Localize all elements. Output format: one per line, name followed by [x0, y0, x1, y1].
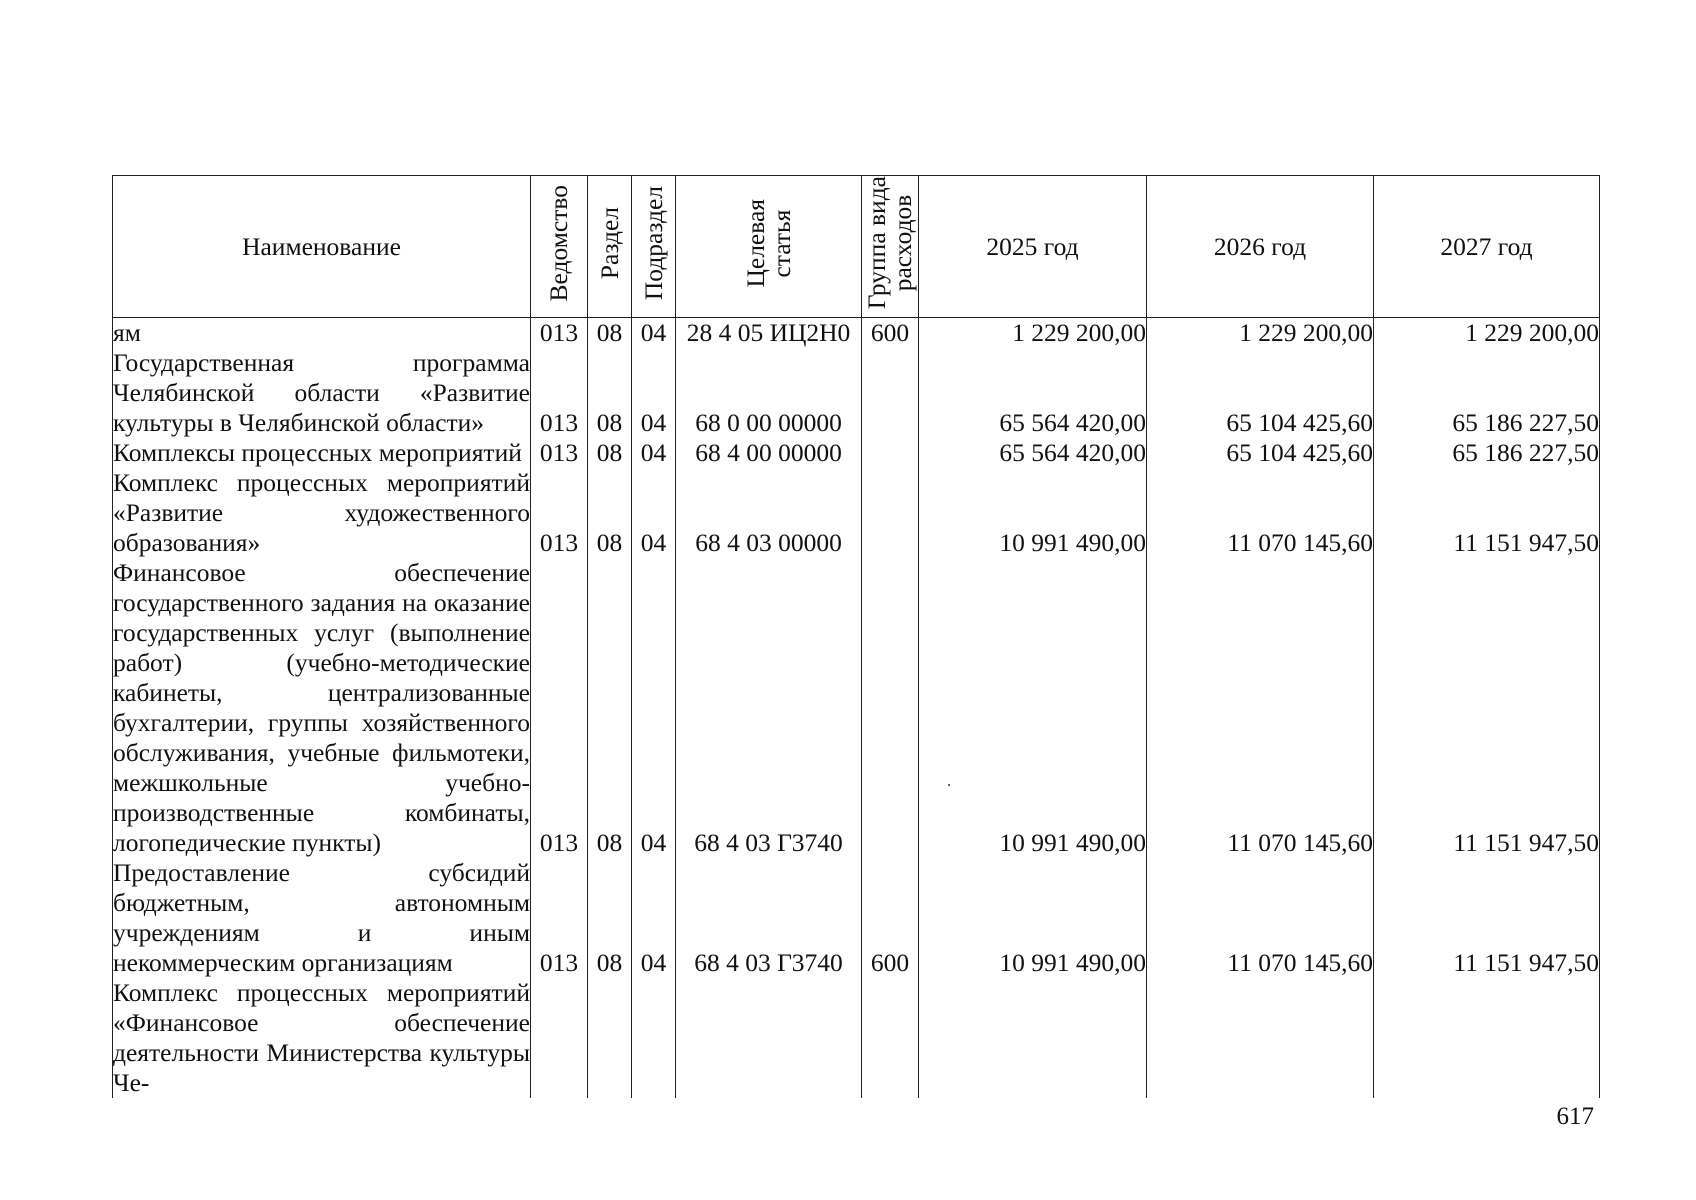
row-podrazdel: 04 — [632, 468, 676, 558]
row-2025: 1 229 200,00 — [919, 318, 1147, 349]
row-podrazdel: 04 — [632, 558, 676, 858]
header-gruppa-text — [864, 176, 916, 309]
row-vedomstvo — [531, 978, 588, 1098]
header-gruppa-line1: Группа вида — [862, 176, 891, 310]
header-razdel — [588, 176, 632, 318]
row-2027: 65 186 227,50 — [1374, 438, 1600, 468]
row-podrazdel: 04 — [632, 348, 676, 438]
table-header-row — [113, 176, 1600, 318]
header-name — [113, 176, 531, 318]
row-gruppa: 600 — [862, 318, 919, 349]
header-gruppa-line2: расходов — [888, 194, 917, 292]
row-celevaya-statya — [676, 978, 862, 1098]
row-gruppa: 600 — [862, 858, 919, 978]
header-vedomstvo — [531, 176, 588, 318]
table-row — [113, 978, 1600, 1098]
row-razdel: 08 — [588, 318, 632, 349]
row-celevaya-statya: 68 0 00 00000 — [676, 348, 862, 438]
header-celevaya-text — [740, 198, 796, 288]
row-razdel: 08 — [588, 858, 632, 978]
row-2026: 11 070 145,60 — [1147, 858, 1374, 978]
row-vedomstvo: 013 — [531, 318, 588, 349]
row-gruppa — [862, 558, 919, 858]
header-podrazdel-text: Подраздел — [638, 185, 668, 301]
page-number: 617 — [1556, 1103, 1594, 1130]
header-2026-text: 2026 год — [1213, 231, 1307, 261]
row-celevaya-statya: 68 4 03 00000 — [676, 468, 862, 558]
row-2026: 11 070 145,60 — [1147, 468, 1374, 558]
row-gruppa — [862, 438, 919, 468]
row-celevaya-statya: 68 4 03 Г3740 — [676, 558, 862, 858]
header-2025 — [919, 176, 1147, 318]
row-2027: 11 151 947,50 — [1374, 858, 1600, 978]
row-vedomstvo: 013 — [531, 468, 588, 558]
row-podrazdel: 04 — [632, 858, 676, 978]
row-name: Предоставление субсидий бюджетным, автономным учреждениям и иным некоммерческим организациям — [113, 858, 530, 977]
row-2025: 65 564 420,00 — [919, 438, 1147, 468]
row-2027: 11 151 947,50 — [1374, 558, 1600, 858]
row-2027 — [1374, 978, 1600, 1098]
row-podrazdel: 04 — [632, 438, 676, 468]
table-row — [113, 438, 1600, 468]
row-name: Комплекс процессных мероприятий «Финансовое обеспечение деятельности Министерства культуры Че- — [113, 978, 530, 1097]
row-2027: 11 151 947,50 — [1374, 468, 1600, 558]
row-name: ям — [113, 318, 531, 349]
row-name: Государственная программа Челябинской области «Развитие культуры в Челябинской области» — [113, 348, 530, 437]
header-celevaya-line2: статья — [766, 209, 796, 277]
row-razdel: 08 — [588, 468, 632, 558]
row-vedomstvo: 013 — [531, 348, 588, 438]
header-vedomstvo-text: Ведомство — [544, 184, 573, 302]
row-celevaya-statya: 28 4 05 ИЦ2Н0 — [676, 318, 862, 349]
header-razdel-text: Раздел — [594, 206, 624, 280]
row-celevaya-statya: 68 4 00 00000 — [676, 438, 862, 468]
row-2026: 65 104 425,60 — [1147, 348, 1374, 438]
row-vedomstvo: 013 — [531, 438, 588, 468]
table-row — [113, 318, 1600, 349]
table-row — [113, 348, 1600, 438]
row-2026: 11 070 145,60 — [1147, 558, 1374, 858]
header-2027-text: 2027 год — [1440, 231, 1533, 261]
row-vedomstvo: 013 — [531, 558, 588, 858]
table-row — [113, 858, 1600, 978]
row-2025: 65 564 420,00 — [919, 348, 1147, 438]
header-2026 — [1147, 176, 1374, 318]
header-celevaya-statya — [676, 176, 862, 318]
row-gruppa — [862, 348, 919, 438]
header-podrazdel — [632, 176, 676, 318]
row-podrazdel: 04 — [632, 318, 676, 349]
table-row — [113, 558, 1600, 858]
row-razdel: 08 — [588, 558, 632, 858]
header-name-text: Наименование — [242, 231, 401, 261]
row-name: Комплексы процессных мероприятий — [113, 438, 531, 468]
header-2027 — [1374, 176, 1600, 318]
row-2025: 10 991 490,00 — [919, 558, 1147, 858]
row-podrazdel — [632, 978, 676, 1098]
row-razdel: 08 — [588, 438, 632, 468]
row-razdel — [588, 978, 632, 1098]
row-name: Финансовое обеспечение государственного задания на оказание государственных услуг (выполнение работ) (учебно-методические кабинеты, централизованные бухгалтерии, группы хозяйственного обслуживания, учебные фильмотеки, межшкольные учебно-производственные комбинаты, логопедические пункты) — [113, 558, 530, 857]
row-gruppa — [862, 468, 919, 558]
row-razdel: 08 — [588, 348, 632, 438]
row-name: Комплекс процессных мероприятий «Развитие художественного образования» — [113, 468, 530, 557]
budget-table — [112, 175, 1600, 1098]
scan-speck — [948, 784, 950, 786]
row-celevaya-statya: 68 4 03 Г3740 — [676, 858, 862, 978]
header-gruppa-vida-rashodov — [862, 176, 919, 318]
table-row — [113, 468, 1600, 558]
row-2026 — [1147, 978, 1374, 1098]
row-gruppa — [862, 978, 919, 1098]
row-2025: 10 991 490,00 — [919, 858, 1147, 978]
row-vedomstvo: 013 — [531, 858, 588, 978]
row-2027: 65 186 227,50 — [1374, 348, 1600, 438]
header-2025-text: 2025 год — [986, 231, 1079, 261]
row-2027: 1 229 200,00 — [1374, 318, 1600, 349]
row-2026: 1 229 200,00 — [1147, 318, 1374, 349]
row-2025: 10 991 490,00 — [919, 468, 1147, 558]
row-2026: 65 104 425,60 — [1147, 438, 1374, 468]
row-2025 — [919, 978, 1147, 1098]
header-celevaya-line1: Целевая — [740, 198, 770, 288]
